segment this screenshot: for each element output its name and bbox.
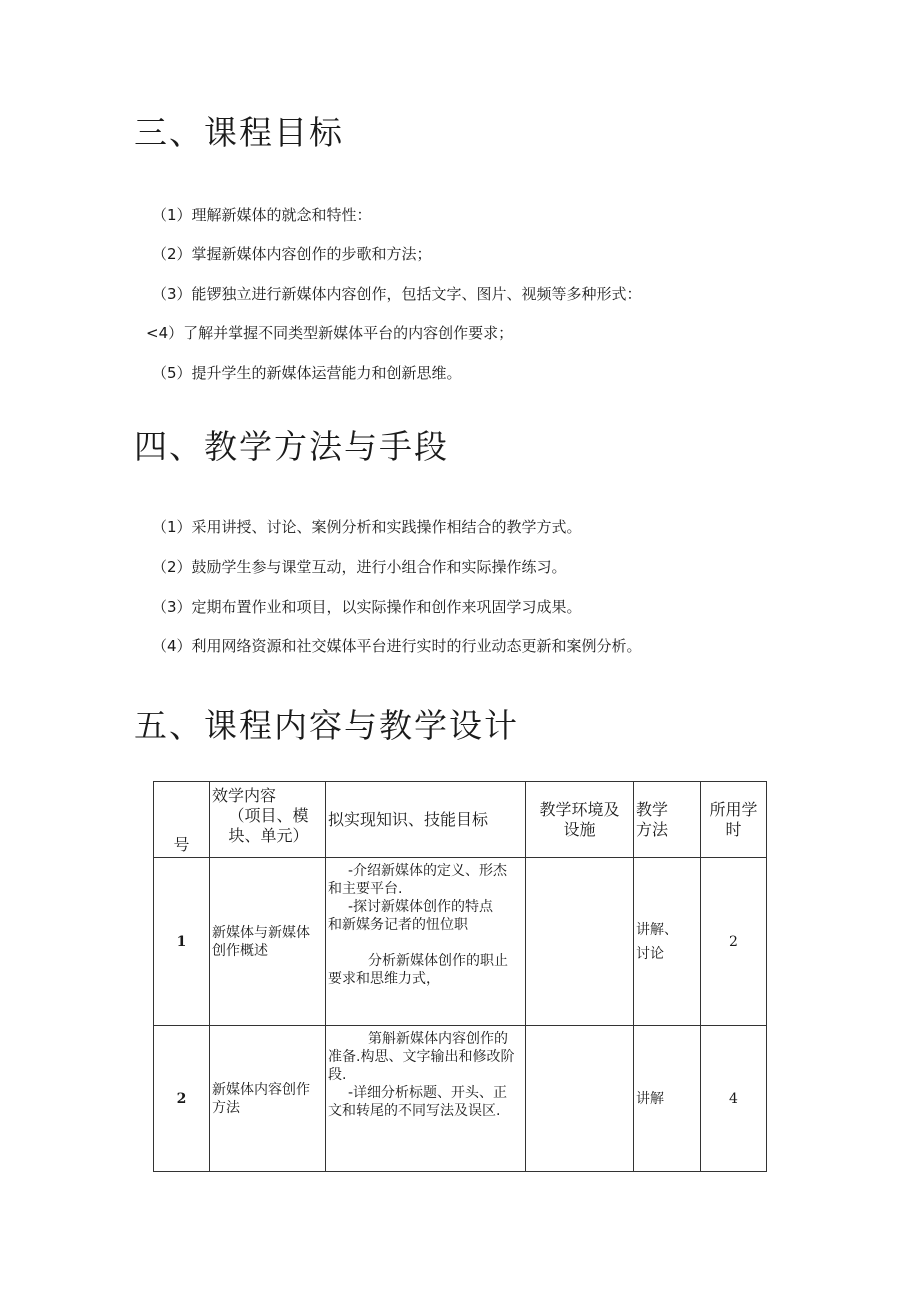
row-1-method-line2: 讨论	[636, 945, 664, 962]
row-1-goal-gap	[328, 934, 523, 952]
section-title-course-objectives: 三、课程目标	[134, 113, 344, 152]
table-header-row	[154, 782, 767, 858]
row-1-goal-line3: -探讨新媒体创作的特点	[348, 899, 494, 915]
objective-item-2: （2）掌握新媒体内容创作的步歌和方法；	[152, 245, 432, 263]
section-title-course-content: 五、课程内容与教学设计	[134, 706, 519, 745]
row-1-hours: 2	[701, 858, 767, 1026]
row-2-goal-line2: 准备.构思、文字输出和修改阶	[328, 1049, 515, 1065]
header-number-label: 号	[173, 835, 190, 854]
row-2-goals	[326, 1026, 526, 1172]
objective-item-4: <4）了解并掌握不同类型新媒体平台的内容创作要求；	[146, 324, 514, 342]
row-2-goal-line5: 文和转尾的不同写法及误区.	[328, 1103, 501, 1119]
header-content-line1: 效学内容	[212, 786, 277, 805]
header-number	[154, 782, 210, 858]
header-content	[210, 782, 326, 858]
header-environment-line1: 教学环境及	[539, 799, 620, 819]
header-hours-line2: 时	[725, 819, 742, 839]
row-1-goal-line6: 要求和思维力式，	[328, 971, 440, 987]
row-2-number: 2	[154, 1026, 210, 1172]
row-1-goals	[326, 858, 526, 1026]
objective-item-1: （1）理解新媒体的就念和特性：	[152, 206, 372, 224]
header-method-line2: 方法	[636, 819, 669, 839]
row-2-goal-line1: 第斛新媒体内容创作的	[368, 1031, 508, 1047]
course-content-table	[153, 781, 767, 1172]
header-content-line2: （项目、模	[228, 806, 309, 825]
row-1-goal-line5: 分析新媒体创作的职止	[368, 953, 508, 969]
row-1-goal-line2: 和主要平台.	[328, 881, 403, 897]
objective-item-5: （5）提升学生的新媒体运营能力和创新思维。	[152, 364, 462, 382]
header-goal	[326, 782, 526, 858]
row-2-hours: 4	[701, 1026, 767, 1172]
row-2-content-line1: 新媒体内容创作	[212, 1081, 310, 1098]
objective-item-3: （3）能锣独立进行新媒体内容创作，包括文字、图片、视频等多种形式：	[152, 285, 642, 303]
row-1-environment	[526, 858, 634, 1026]
header-hours	[701, 782, 767, 858]
row-1-method-line1: 讲解、	[636, 921, 678, 938]
row-1-number: 1	[154, 858, 210, 1026]
header-environment-line2: 设施	[563, 819, 596, 839]
header-method	[634, 782, 701, 858]
header-method-line1: 教学	[636, 799, 669, 819]
section-title-teaching-methods: 四、教学方法与手段	[134, 427, 449, 466]
row-1-goal-line1: -介绍新媒体的定义、形杰	[348, 863, 508, 879]
method-item-3: （3）定期布置作业和项目，以实际操作和创作来巩固学习成果。	[152, 598, 582, 616]
row-1-content-line1: 新媒体与新媒体	[212, 924, 310, 941]
table-row	[154, 858, 767, 1026]
row-1-content	[210, 858, 326, 1026]
row-2-goal-line3: 段.	[328, 1067, 347, 1083]
method-item-1: （1）采用讲授、讨论、案例分析和实践操作相结合的教学方式。	[152, 518, 582, 536]
method-item-2: （2）鼓励学生参与课堂互动，进行小组合作和实际操作练习。	[152, 558, 567, 576]
row-2-method: 讲解	[634, 1026, 701, 1172]
row-2-environment	[526, 1026, 634, 1172]
header-environment	[526, 782, 634, 858]
header-content-line3: 块、单元）	[228, 826, 309, 845]
header-hours-line1: 所用学	[709, 799, 758, 819]
row-2-goal-line4: -详细分析标题、开头、正	[348, 1085, 508, 1101]
row-1-goal-line4: 和新媒务记者的忸位职	[328, 917, 468, 933]
row-2-content	[210, 1026, 326, 1172]
header-goal-label: 拟实现知识、技能目标	[328, 809, 489, 829]
table-row	[154, 1026, 767, 1172]
row-1-content-line2: 创作概述	[212, 942, 268, 959]
method-item-4: （4）利用网络资源和社交媒体平台进行实时的行业动态更新和案例分析。	[152, 637, 642, 655]
row-2-content-line2: 方法	[212, 1099, 240, 1116]
row-1-method	[634, 858, 701, 1026]
